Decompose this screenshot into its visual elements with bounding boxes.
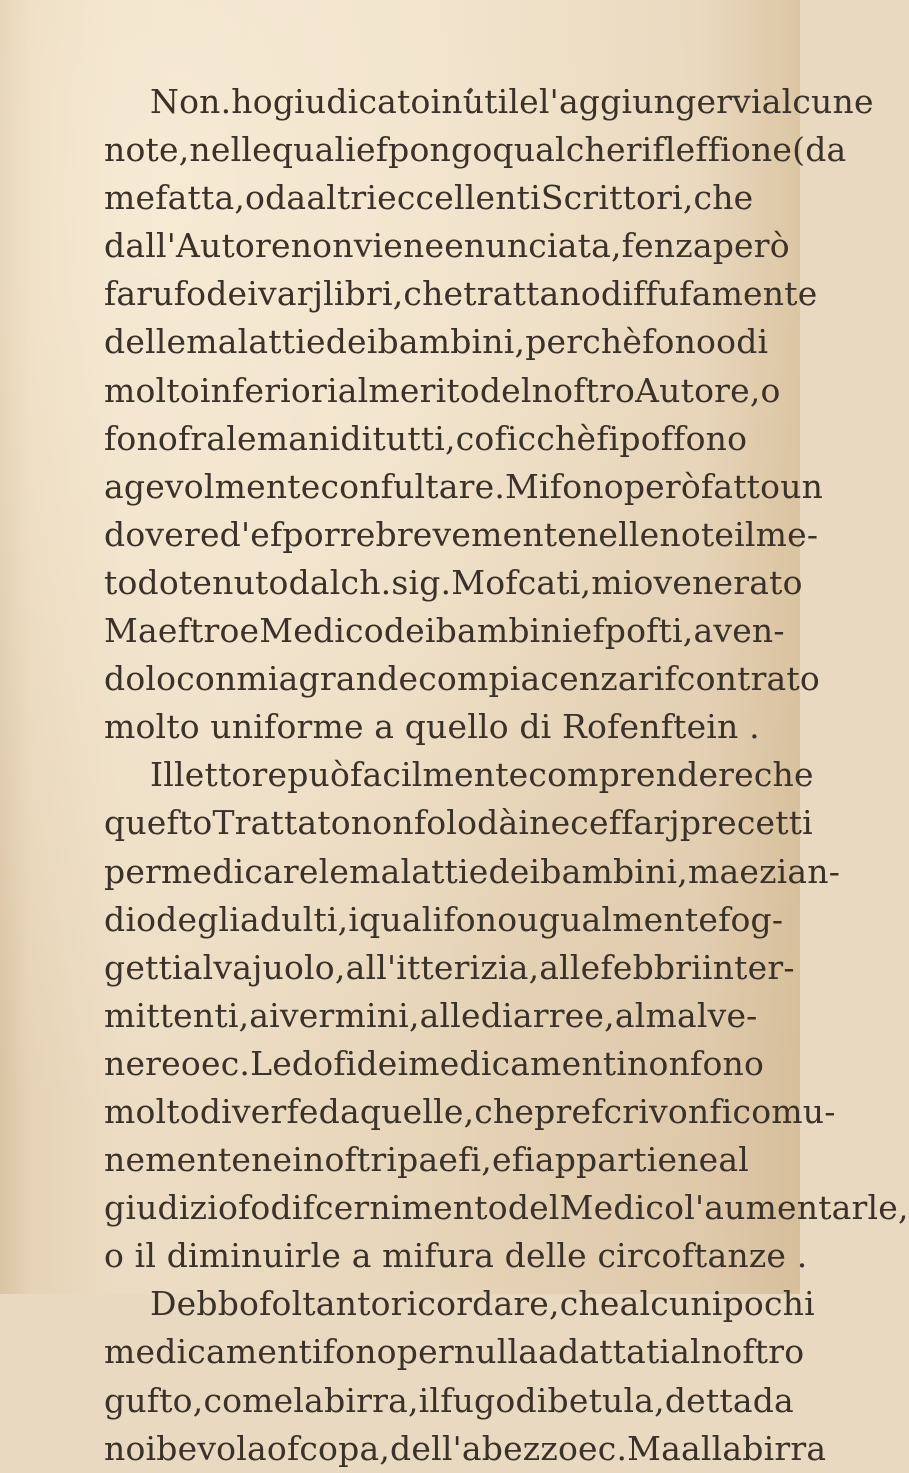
word: , [682, 178, 694, 218]
word: al [337, 370, 369, 410]
word: Medico [259, 611, 384, 651]
text-line [104, 463, 824, 511]
word: altri [306, 178, 378, 218]
word: brevemente [375, 514, 577, 554]
word: , [407, 1380, 419, 1420]
text-line [104, 1328, 805, 1376]
text-line [104, 655, 820, 703]
word: però [712, 226, 790, 266]
word: quali [271, 130, 357, 170]
word: del [507, 1188, 560, 1228]
text-line [104, 559, 803, 607]
word: da [265, 178, 307, 218]
word: alcuni [619, 1284, 723, 1324]
word: todo [104, 562, 179, 602]
word: o [716, 322, 737, 362]
word: poffono [619, 418, 748, 458]
word: fi [511, 1140, 535, 1180]
word: noi [104, 1428, 157, 1468]
word: quello [404, 707, 509, 747]
word: diarree [480, 995, 605, 1035]
word: medicare [161, 851, 319, 891]
word: Trattato [212, 803, 351, 843]
word: foltanto [259, 1284, 391, 1324]
word: . [749, 707, 760, 747]
word: diminuirle [166, 1236, 342, 1276]
word: fono [690, 1043, 765, 1083]
word: aumentarle [704, 1188, 899, 1228]
text-line [104, 896, 784, 944]
word: , [392, 274, 404, 314]
text-line [104, 751, 814, 799]
word: fcopa [286, 1428, 380, 1468]
word: Mofcati [451, 562, 581, 602]
word: diffufamente [600, 274, 818, 314]
word: Non. [150, 82, 232, 121]
word: , [334, 947, 346, 987]
word: di [736, 322, 769, 362]
word: dofi [291, 1043, 357, 1083]
word: alla [681, 1428, 743, 1468]
word: note [104, 130, 179, 170]
word: bambini [540, 851, 678, 891]
word: l' [538, 82, 559, 121]
word: fatta [155, 178, 235, 218]
word: prefcrivonfi [534, 1091, 733, 1131]
word: bambini [377, 322, 515, 362]
word: lettore [174, 755, 288, 795]
text-line [104, 1425, 827, 1473]
word: me [104, 178, 156, 218]
word: al [670, 1332, 701, 1372]
word: , [238, 995, 250, 1035]
text-line [104, 992, 758, 1040]
word: dei [488, 851, 541, 891]
word: , [677, 851, 688, 891]
word: tutti [372, 418, 446, 458]
text-line [104, 1088, 836, 1136]
word: eccellenti [377, 178, 541, 218]
text-line [104, 222, 790, 270]
word: , [445, 418, 456, 458]
word: dà [477, 803, 519, 843]
word: paefi [397, 1140, 482, 1180]
word: , [408, 995, 420, 1035]
word: itterizia [396, 947, 529, 987]
word: delle [504, 1236, 587, 1276]
word: per [104, 851, 162, 891]
word: , [514, 322, 526, 362]
word: ricordare [390, 1284, 550, 1324]
word: ufo [152, 274, 207, 314]
word: (da [792, 130, 847, 170]
word: nemente [104, 1140, 252, 1180]
word: ho [231, 82, 273, 121]
word: mittenti [104, 995, 239, 1035]
word: , [654, 1380, 665, 1420]
word: fono [642, 322, 717, 362]
word: la [293, 1380, 325, 1420]
word: per [396, 1332, 454, 1372]
word: comprendere [528, 755, 754, 795]
word: dovere [104, 514, 220, 554]
word: molto [104, 1091, 200, 1131]
word: vermini [279, 995, 409, 1035]
word: fono [322, 1332, 397, 1372]
text-line [104, 607, 785, 655]
word: medicamenti [104, 1332, 323, 1372]
word: Debbo [150, 1284, 260, 1324]
word: quali [359, 899, 444, 939]
word: nelle [189, 130, 272, 170]
word: difcernimento [270, 1188, 508, 1228]
word: il [418, 1380, 441, 1420]
word: non [627, 1043, 691, 1083]
word: ec. [200, 1043, 251, 1083]
word: medicamenti [408, 1043, 628, 1083]
text-line [104, 944, 795, 992]
word: fono [104, 418, 179, 458]
word: di [519, 707, 552, 747]
word: che [753, 755, 814, 795]
word: nelle [576, 514, 660, 554]
word: quefto [104, 803, 213, 843]
word: me- [755, 514, 819, 554]
word: che [693, 178, 754, 218]
word: dall' [104, 226, 176, 266]
word: Maeftro [104, 611, 240, 651]
word: fra [178, 418, 227, 458]
word: confultare [320, 466, 495, 506]
word: circoftanze [597, 1236, 787, 1276]
word: grande [298, 659, 419, 699]
text-line [104, 511, 819, 559]
word: fi [596, 418, 620, 458]
word: , [463, 1091, 475, 1131]
word: fatto [700, 466, 781, 506]
text-line [104, 1136, 749, 1184]
word: può [287, 755, 351, 795]
word: , [481, 1140, 492, 1180]
text-line [104, 1184, 909, 1232]
word: non [350, 803, 414, 843]
word: dio [104, 899, 157, 939]
text-line [104, 318, 769, 366]
word: Medico [559, 1188, 685, 1228]
word: a [351, 1236, 372, 1276]
word: che [474, 1091, 535, 1131]
word: agevolmente [104, 466, 321, 506]
word: , [580, 562, 592, 602]
word: ve- [707, 995, 758, 1035]
word: di [515, 1380, 548, 1420]
word: libri [323, 274, 393, 314]
word: ec. [578, 1428, 628, 1468]
word: Scrittori [540, 178, 683, 218]
word: adulti [240, 899, 338, 939]
word: tenuto [178, 562, 289, 602]
word: birra [742, 1428, 827, 1468]
word: mani [256, 418, 341, 458]
word: al [718, 1140, 749, 1180]
word: far [104, 274, 153, 314]
word: o [104, 1236, 125, 1276]
word: trattano [463, 274, 601, 314]
word: pochi [722, 1284, 815, 1324]
word: ma [687, 851, 740, 891]
word: le [226, 418, 257, 458]
word: le [318, 851, 350, 891]
word: vajuolo [213, 947, 335, 987]
word: merito [368, 370, 480, 410]
word: all' [345, 947, 397, 987]
word: qualche [492, 130, 626, 170]
word: , [604, 995, 615, 1035]
word: , [528, 947, 540, 987]
word: e [491, 1140, 512, 1180]
word: Autore [635, 370, 750, 410]
word: come [203, 1380, 294, 1420]
text-line [104, 1280, 815, 1328]
word: febbri [600, 947, 702, 987]
word: perchè [525, 322, 643, 362]
word: uniforme [210, 707, 364, 747]
word: alle [419, 995, 481, 1035]
word: o [266, 1428, 287, 1468]
text-line [104, 799, 813, 847]
word: , [337, 899, 349, 939]
word: appartiene [534, 1140, 719, 1180]
word: fono [549, 466, 624, 506]
text-line [104, 1377, 794, 1425]
word: dei [383, 611, 436, 651]
word: l' [684, 1188, 705, 1228]
text-line [104, 78, 874, 126]
word: ch. [340, 562, 392, 602]
word: noftri [303, 1140, 398, 1180]
word: Ma [627, 1428, 682, 1468]
word: fono [443, 899, 518, 939]
word: note [659, 514, 735, 554]
word: precetti [679, 803, 813, 843]
word: nulla [453, 1332, 539, 1372]
text-line [104, 174, 754, 222]
word: molto [104, 707, 200, 747]
text-line [104, 270, 818, 318]
word: alcune [761, 82, 874, 121]
word: e [239, 611, 260, 651]
text-line [104, 703, 760, 751]
word: bambini [435, 611, 573, 651]
word: fugo [440, 1380, 516, 1420]
word: molto [104, 370, 200, 410]
word: ai [249, 995, 280, 1035]
word: al [614, 995, 646, 1035]
word: d' [219, 514, 251, 554]
word: o [245, 178, 266, 218]
word: fog- [718, 899, 784, 939]
word: però [623, 466, 701, 506]
word: nereo [104, 1043, 201, 1083]
word: dei [325, 322, 378, 362]
word: coficchè [455, 418, 597, 458]
text-line [104, 367, 781, 415]
word: varj [258, 274, 324, 314]
word: i [348, 899, 360, 939]
word: di [340, 418, 373, 458]
word: fenza [621, 226, 713, 266]
word: aven- [693, 611, 785, 651]
word: dolo [104, 659, 177, 699]
word: quelle [359, 1091, 464, 1131]
word: diverfe [199, 1091, 319, 1131]
word: dei [356, 1043, 409, 1083]
text-line [104, 1232, 808, 1280]
word: abezzo [461, 1428, 579, 1468]
word: venerato [653, 562, 803, 602]
word: inferiori [199, 370, 338, 410]
word: getti [104, 947, 183, 987]
word: rifcontrato [637, 659, 820, 699]
word: da [752, 1380, 794, 1420]
word: noftro [700, 1332, 805, 1372]
word: . [796, 1236, 808, 1276]
word: Il [150, 755, 174, 795]
word: , [682, 611, 694, 651]
word: giudicato [272, 82, 431, 121]
word: aggiungervi [558, 82, 762, 121]
word: mio [591, 562, 654, 602]
word: rifleffione [625, 130, 793, 170]
word: nei [251, 1140, 303, 1180]
word: noftro [531, 370, 636, 410]
word: detta [664, 1380, 753, 1420]
word: degli [156, 899, 241, 939]
word: comu- [732, 1091, 836, 1131]
word: . [494, 466, 506, 506]
word: Autore [175, 226, 291, 266]
word: , [610, 226, 622, 266]
word: sig. [391, 562, 452, 602]
word: enunciata [444, 226, 611, 266]
word: facilmente [350, 755, 529, 795]
word: delle [104, 322, 187, 362]
text-line [104, 126, 847, 174]
word: inutile [430, 82, 539, 121]
word: che [403, 274, 464, 314]
word: adattati [538, 1332, 671, 1372]
word: Rofenftein [561, 707, 739, 747]
word: folo [413, 803, 478, 843]
word: mia [236, 659, 299, 699]
word: che [559, 1284, 620, 1324]
word: dei [206, 274, 259, 314]
word: gufto [104, 1380, 193, 1420]
text-line [104, 1040, 765, 1088]
word: inter- [701, 947, 795, 987]
word: compiacenza [418, 659, 638, 699]
word: neceffarj [529, 803, 680, 843]
word: , [379, 1428, 391, 1468]
word: Le [250, 1043, 292, 1083]
word: betula [547, 1380, 655, 1420]
word: il [134, 1236, 157, 1276]
word: , [898, 1188, 909, 1228]
word: giudiziofo [104, 1188, 271, 1228]
word: , [178, 130, 190, 170]
word: birra [324, 1380, 408, 1420]
word: ugualmente [517, 899, 719, 939]
word: da [318, 1091, 360, 1131]
body-text [104, 78, 909, 1473]
word: , [749, 370, 761, 410]
word: al [182, 947, 214, 987]
word: a [374, 707, 395, 747]
word: efpofti [572, 611, 683, 651]
word: malattie [186, 322, 326, 362]
word: non [290, 226, 354, 266]
word: o [760, 370, 781, 410]
word: i [518, 803, 530, 843]
word: mal [645, 995, 708, 1035]
word: viene [353, 226, 445, 266]
word: un [780, 466, 824, 506]
word: con [176, 659, 237, 699]
word: il [734, 514, 756, 554]
word: mifura [382, 1236, 495, 1276]
word: dell' [390, 1428, 462, 1468]
word: , [192, 1380, 204, 1420]
text-line [104, 848, 841, 896]
word: dal [288, 562, 341, 602]
word: efpongo [356, 130, 493, 170]
word: del [479, 370, 532, 410]
word: efporre [250, 514, 376, 554]
word: Mi [505, 466, 550, 506]
text-line [104, 415, 748, 463]
word: , [234, 178, 246, 218]
word: ezian- [739, 851, 841, 891]
word: malattie [349, 851, 489, 891]
word: alle [539, 947, 601, 987]
word: bevola [156, 1428, 267, 1468]
word: , [549, 1284, 560, 1324]
